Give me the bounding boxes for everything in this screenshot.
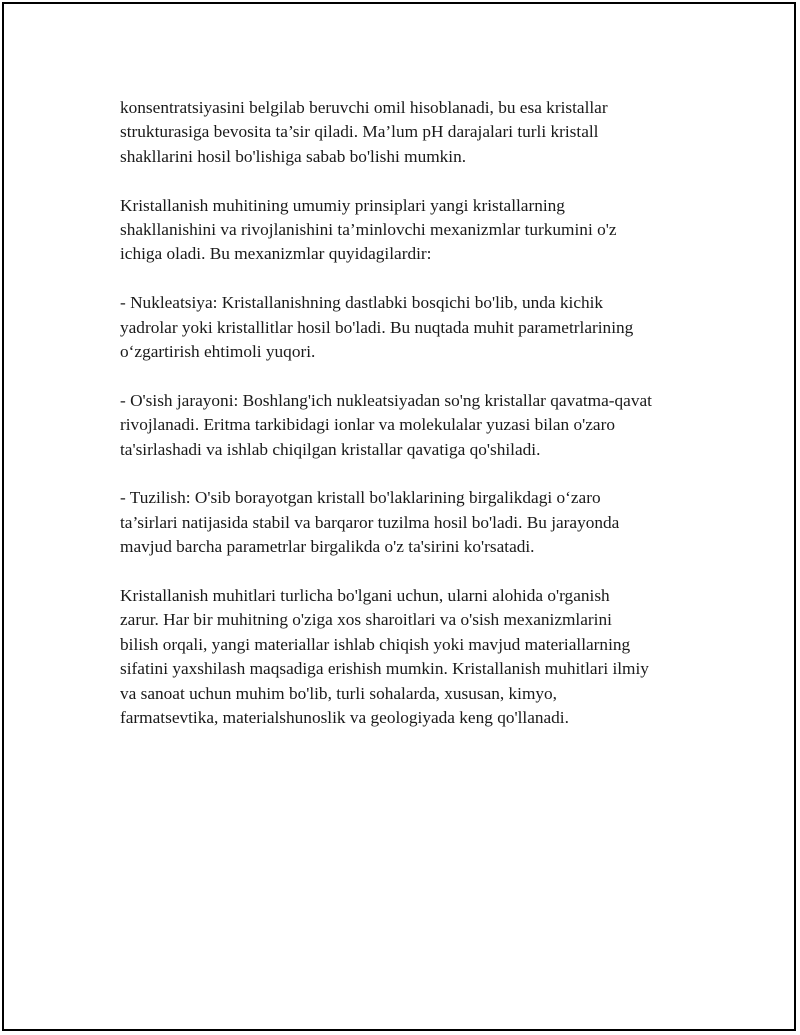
text-line: shakllanishini va rivojlanishini ta’minlovchi mexanizmlar turkumini o'z (120, 220, 617, 240)
text-line: yadrolar yoki kristallitlar hosil bo'ladi. Bu nuqtada muhit parametrlarining (120, 317, 634, 337)
document-page (2, 2, 796, 1031)
document-body (120, 96, 720, 755)
text-line: zarur. Har bir muhitning o'ziga xos sharoitlari va o'sish mexanizmlarini (120, 610, 612, 630)
text-line: ichiga oladi. Bu mexanizmlar quyidagilardir: (120, 244, 432, 264)
text-line: bilish orqali, yangi materiallar ishlab chiqish yoki mavjud materiallarning (120, 634, 631, 654)
text-line: farmatsevtika, materialshunoslik va geologiyada keng qo'llanadi. (120, 708, 569, 728)
text-line: konsentratsiyasini belgilab beruvchi omil hisoblanadi, bu esa kristallar (120, 98, 608, 117)
text-line: rivojlanadi. Eritma tarkibidagi ionlar va molekulalar yuzasi bilan o'zaro (120, 415, 615, 435)
paragraph-conclusion (120, 584, 720, 730)
paragraph-ph-influence (120, 96, 720, 169)
text-line: - Tuzilish: O'sib borayotgan kristall bo'laklarining birgalikdagi o‘zaro (120, 488, 601, 508)
text-line: - Nukleatsiya: Kristallanishning dastlabki bosqichi bo'lib, unda kichik (120, 293, 604, 313)
list-item-nucleation (120, 291, 720, 364)
paragraph-general-principles (120, 194, 720, 267)
text-line: o‘zgartirish ehtimoli yuqori. (120, 342, 316, 362)
text-line: va sanoat uchun muhim bo'lib, turli sohalarda, xususan, kimyo, (120, 683, 558, 703)
text-line: strukturasiga bevosita ta’sir qiladi. Ma’lum pH darajalari turli kristall (120, 122, 599, 142)
text-line: ta'sirlashadi va ishlab chiqilgan kristallar qavatiga qo'shiladi. (120, 439, 541, 459)
text-line: Kristallanish muhitlari turlicha bo'lgani uchun, ularni alohida o'rganish (120, 586, 610, 606)
text-line: - O'sish jarayoni: Boshlang'ich nukleatsiyadan so'ng kristallar qavatma-qavat (120, 390, 652, 410)
text-line: ta’sirlari natijasida stabil va barqaror tuzilma hosil bo'ladi. Bu jarayonda (120, 512, 620, 532)
text-line: sifatini yaxshilash maqsadiga erishish mumkin. Kristallanish muhitlari ilmiy (120, 659, 649, 679)
text-line: shakllarini hosil bo'lishiga sabab bo'lishi mumkin. (120, 146, 467, 166)
text-line: Kristallanish muhitining umumiy prinsiplari yangi kristallarning (120, 195, 565, 215)
text-line: mavjud barcha parametrlar birgalikda o'z ta'sirini ko'rsatadi. (120, 537, 535, 557)
list-item-structure (120, 486, 720, 559)
list-item-growth (120, 389, 720, 462)
